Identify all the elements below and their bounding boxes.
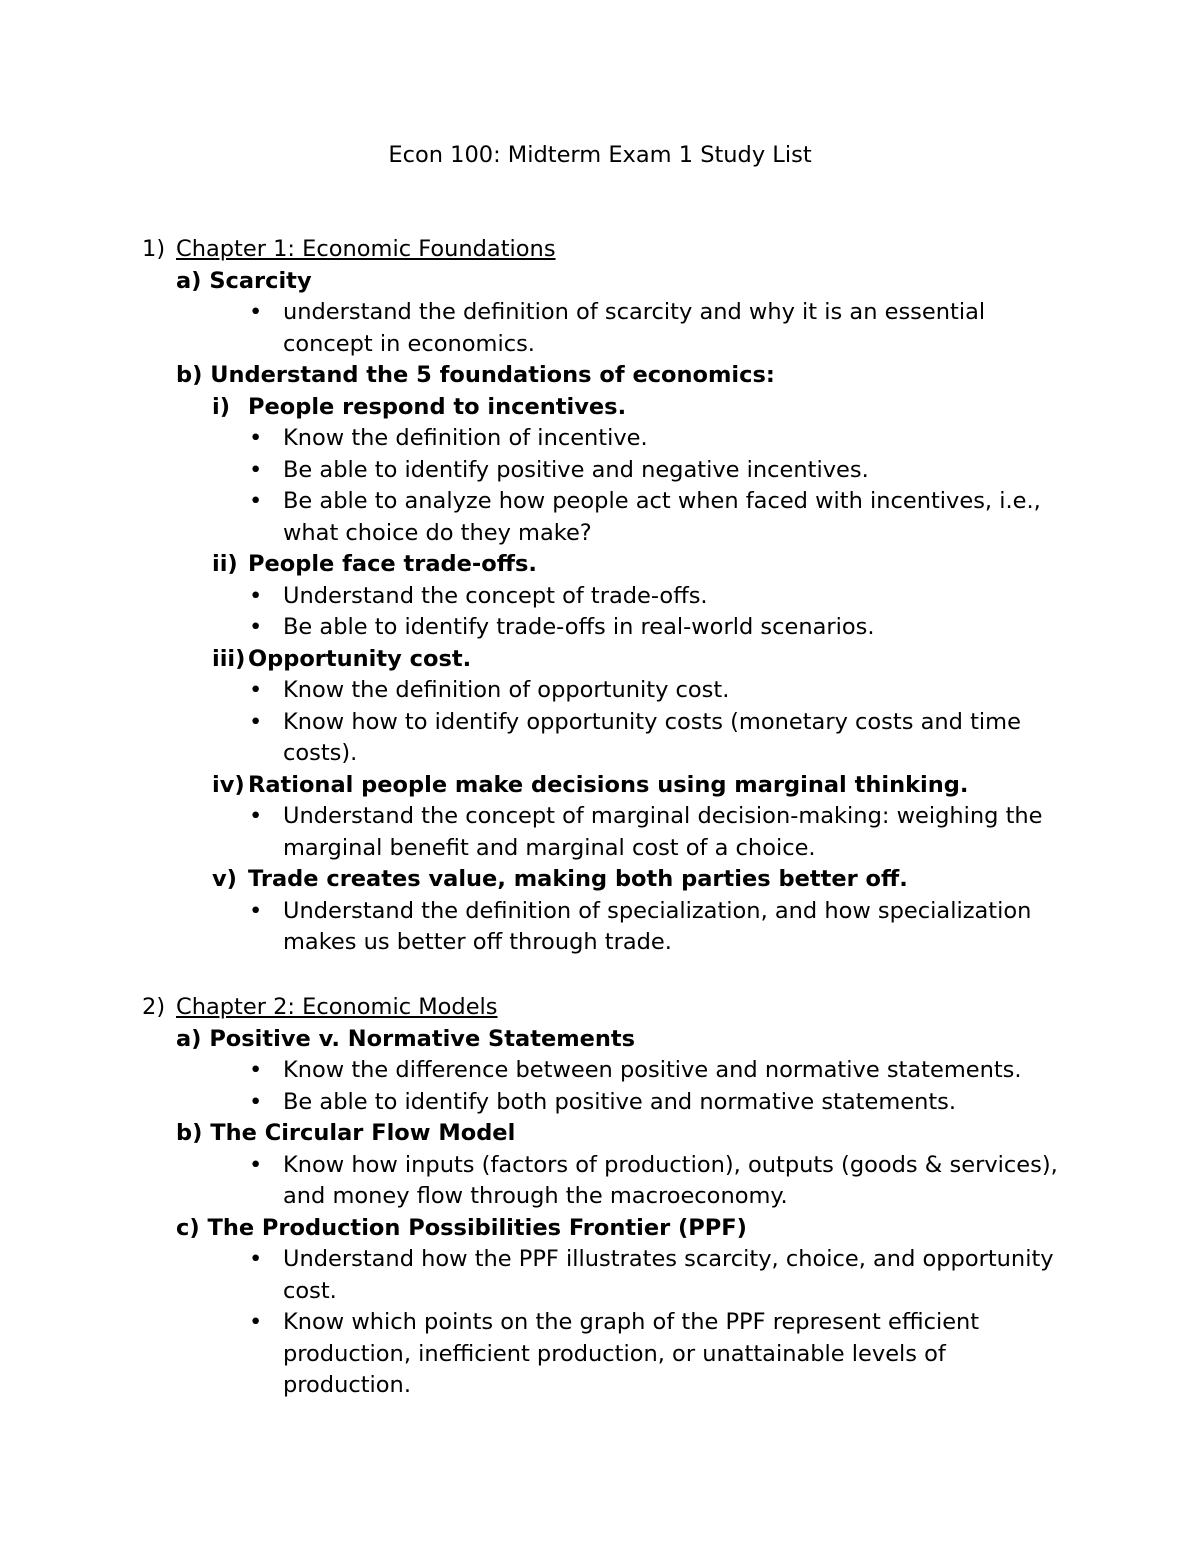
subsection-heading — [142, 644, 1102, 676]
subsection-title: Trade creates value, making both parties better off. — [248, 866, 908, 892]
bullet-text: Understand the concept of trade-offs. — [283, 582, 708, 609]
subsection-label: iv) — [212, 771, 245, 798]
bullet-icon: • — [249, 582, 263, 609]
subsection-title: People face trade-offs. — [248, 551, 537, 577]
subsection-title: Rational people make decisions using marginal thinking. — [248, 771, 969, 798]
list-item — [142, 1087, 1102, 1119]
subsection-label: i) — [212, 393, 230, 420]
section-label-heading: b) Understand the 5 foundations of economics: — [176, 362, 775, 388]
chapter-number: 1) — [142, 236, 166, 262]
bullet-icon: • — [249, 1057, 263, 1083]
bullet-icon: • — [249, 456, 263, 483]
subsection-label: iii) — [212, 645, 246, 672]
section-label-heading: a) Scarcity — [176, 267, 312, 294]
bullet-icon: • — [249, 488, 263, 514]
list-item — [142, 1055, 1102, 1087]
section-label-heading: c) The Production Possibilities Frontier (PPF) — [176, 1214, 747, 1241]
list-item — [142, 423, 1102, 455]
bullet-text: Understand the definition of specialization, and how specialization makes us better off through trade. — [283, 897, 1032, 955]
bullet-text: Know which points on the graph of the PPF represent efficient production, inefficient production, or unattainable levels of production. — [283, 1309, 980, 1398]
bullet-icon: • — [249, 1246, 263, 1272]
bullet-icon: • — [249, 803, 263, 829]
list-item — [142, 486, 1102, 549]
chapter-heading — [142, 992, 1102, 1024]
section-label-heading: b) The Circular Flow Model — [176, 1120, 516, 1146]
subsection-heading — [142, 549, 1102, 581]
subsection-heading — [142, 392, 1102, 424]
bullet-icon: • — [249, 677, 263, 703]
subsection-title: People respond to incentives. — [248, 393, 627, 420]
bullet-text: Be able to identify trade-offs in real-world scenarios. — [283, 614, 875, 640]
list-item — [142, 801, 1102, 864]
bullet-icon: • — [249, 614, 263, 640]
document-title: Econ 100: Midterm Exam 1 Study List — [388, 142, 812, 168]
bullet-text: Understand the concept of marginal decision-making: weighing the marginal benefit and marginal cost of a choice. — [283, 803, 1043, 861]
subsection-label: v) — [212, 866, 237, 892]
bullet-icon: • — [249, 1309, 263, 1335]
bullet-text: Know how inputs (factors of production), outputs (goods & services), and money flow through the macroeconomy. — [283, 1151, 1058, 1209]
subsection-label: ii) — [212, 551, 238, 577]
chapter-1 — [142, 234, 1102, 959]
bullet-text: Understand how the PPF illustrates scarcity, choice, and opportunity cost. — [283, 1246, 1054, 1304]
list-item — [142, 455, 1102, 487]
section-heading — [142, 266, 1102, 298]
chapter-number: 2) — [142, 994, 166, 1020]
list-item — [142, 675, 1102, 707]
chapter-heading — [142, 234, 1102, 266]
bullet-icon: • — [249, 1088, 263, 1115]
bullet-text: understand the definition of scarcity and why it is an essential concept in economics. — [283, 299, 986, 357]
list-item — [142, 297, 1102, 360]
chapter-title: Chapter 2: Economic Models — [176, 994, 498, 1020]
list-item — [142, 581, 1102, 613]
subsection-heading — [142, 770, 1102, 802]
list-item — [142, 707, 1102, 770]
bullet-text: Know the definition of incentive. — [283, 425, 648, 451]
list-item — [142, 1307, 1102, 1402]
bullet-icon: • — [249, 1151, 263, 1178]
list-item — [142, 1150, 1102, 1213]
subsection-title: Opportunity cost. — [248, 645, 472, 672]
section-heading — [142, 360, 1102, 392]
list-item — [142, 612, 1102, 644]
section-label-heading: a) Positive v. Normative Statements — [176, 1025, 636, 1052]
bullet-text: Be able to identify positive and negative incentives. — [283, 456, 869, 483]
bullet-icon: • — [249, 897, 263, 924]
bullet-text: Be able to identify both positive and normative statements. — [283, 1088, 957, 1115]
chapter-2 — [142, 992, 1102, 1402]
bullet-icon: • — [249, 425, 263, 451]
bullet-text: Know the definition of opportunity cost. — [283, 677, 730, 703]
list-item — [142, 896, 1102, 959]
bullet-text: Know how to identify opportunity costs (monetary costs and time costs). — [283, 708, 1021, 766]
section-heading — [142, 1213, 1102, 1245]
section-heading — [142, 1118, 1102, 1150]
list-item — [142, 1244, 1102, 1307]
chapter-title: Chapter 1: Economic Foundations — [176, 236, 556, 262]
subsection-heading — [142, 864, 1102, 896]
section-heading — [142, 1024, 1102, 1056]
bullet-icon: • — [249, 299, 263, 325]
bullet-icon: • — [249, 708, 263, 735]
bullet-text: Be able to analyze how people act when faced with incentives, i.e., what choice do they make? — [283, 488, 1041, 546]
bullet-text: Know the difference between positive and normative statements. — [283, 1057, 1022, 1083]
